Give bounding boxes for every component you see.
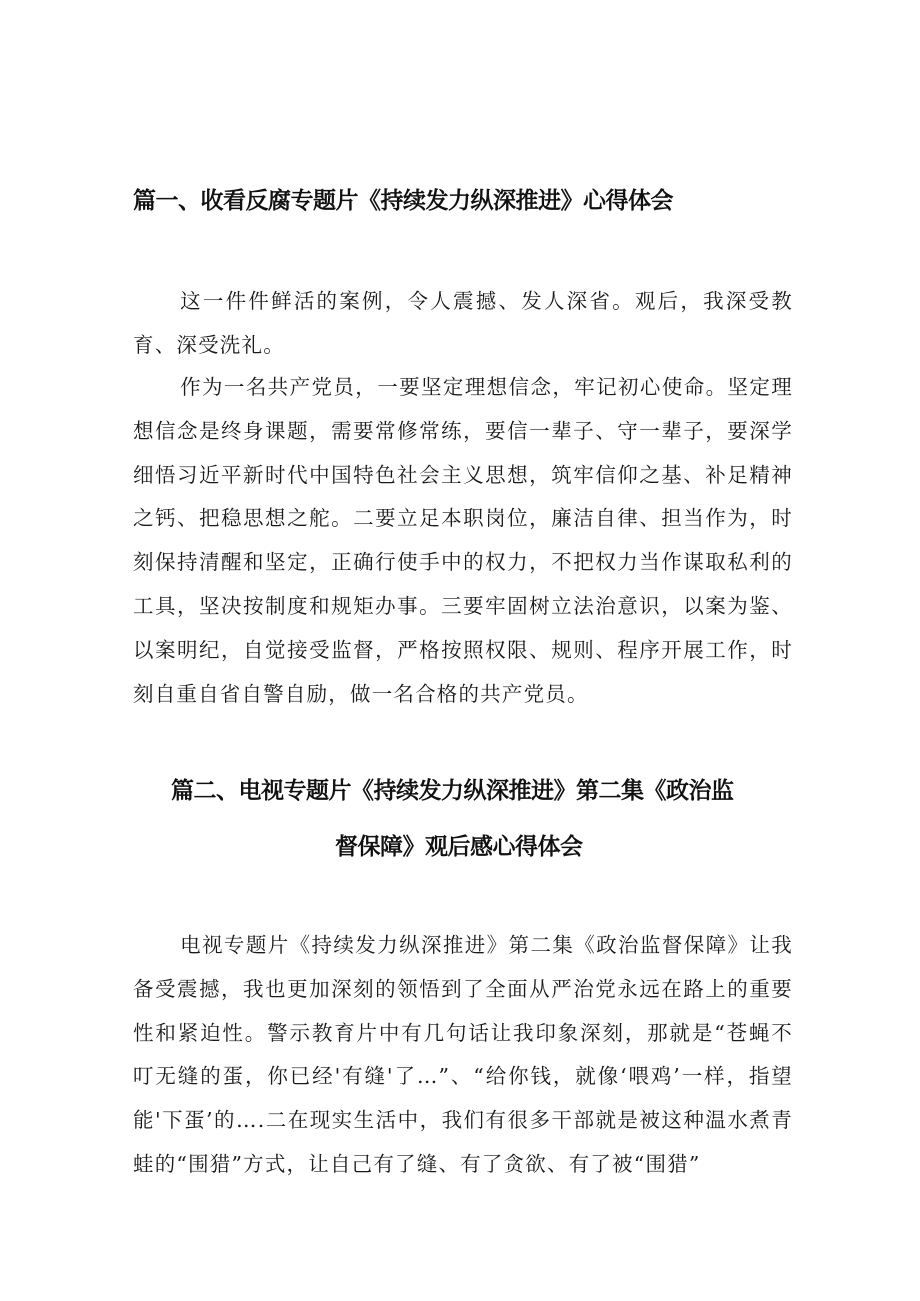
section-1-title: 篇一、收看反腐专题片《持续发力纵深推进》心得体会	[133, 188, 673, 214]
section-2-title-line-1: 篇二、电视专题片《持续发力纵深推进》第二集《政治监	[171, 778, 734, 804]
section-2-title-line-2: 督保障》观后感心得体会	[335, 834, 583, 860]
section-1-paragraph-2: 作为一名共产党员，一要坚定理想信念，牢记初心使命。坚定理想信念是终身课题，需要常修常练，要信一辈子、守一辈子，要深学细悟习近平新时代中国特色社会主义思想，筑牢信仰之基、补足精神之钙、把稳思想之舵。二要立足本职岗位，廉洁自律、担当作为，时刻保持清醒和坚定，正确行使手中的权力，不把权力当作谋取私利的工具，坚决按制度和规矩办事。三要牢固树立法治意识，以案为鉴、以案明纪，自觉接受监督，严格按照权限、规则、程序开展工作，时刻自重自省自警自励，做一名合格的共产党员。	[133, 375, 793, 706]
section-1-paragraph-1: 这一件件鲜活的案例，令人震撼、发人深省。观后，我深受教育、深受洗礼。	[133, 289, 793, 357]
section-2-paragraph-1: 电视专题片《持续发力纵深推进》第二集《政治监督保障》让我备受震撼，我也更加深刻的领悟到了全面从严治党永远在路上的重要性和紧迫性。警示教育片中有几句话让我印象深刻，那就是“苍蝇不叮无缝的蛋，你已经'有缝'了…”、“给你钱，就像‘喂鸡’一样，指望能'下蛋’的….二在现实生活中，我们有很多干部就是被这种温水煮青蛙的“围猎”方式，让自己有了缝、有了贪欲、有了被“围猎”	[133, 933, 793, 1176]
